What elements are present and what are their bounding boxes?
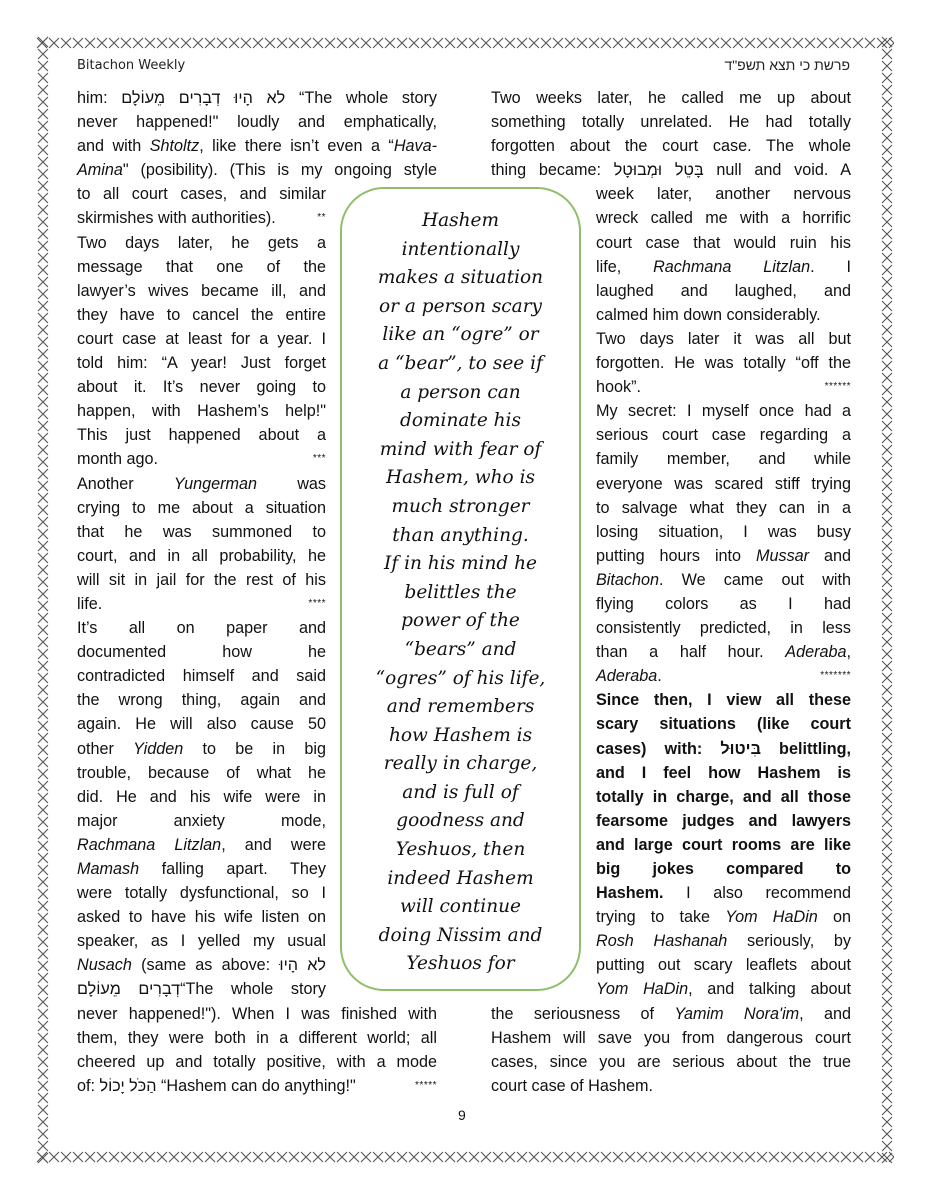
- text-line: [596, 182, 851, 206]
- text-span: Mamash: [77, 860, 140, 878]
- text-line: [77, 881, 326, 905]
- text-span: , and talking about: [688, 980, 851, 999]
- text-line: [77, 182, 326, 206]
- callout-line: or a person scary: [378, 295, 542, 317]
- callout-line: and is full of: [402, 781, 519, 803]
- text-line: [596, 279, 851, 303]
- text-line: [77, 279, 326, 303]
- text-line: [596, 616, 851, 640]
- text-line: [77, 833, 326, 857]
- callout-line: will continue: [399, 896, 521, 918]
- text-line: [77, 399, 326, 423]
- text-line: [77, 929, 326, 953]
- text-span: Hava-: [393, 137, 437, 156]
- text-line: [77, 520, 326, 544]
- text-line: [596, 231, 851, 255]
- text-span: month ago.: [77, 450, 158, 469]
- text-span: lawyer’s wives became ill, and: [77, 281, 326, 300]
- text-line: [596, 399, 851, 423]
- callout-line: belittles the: [404, 581, 517, 603]
- text-line: [77, 592, 326, 616]
- section-divider-stars: ***: [312, 453, 326, 465]
- text-span: putting out scary leaflets about: [596, 956, 851, 975]
- text-span: to be in big: [183, 739, 326, 758]
- callout-line: “ogres” of his life,: [375, 667, 546, 689]
- text-span: Two weeks later, he called me up about: [491, 89, 851, 107]
- callout-line: Hashem: [421, 210, 500, 231]
- text-line: [77, 1050, 437, 1074]
- text-line: [77, 1002, 437, 1026]
- text-line: [77, 134, 437, 158]
- text-span: fearsome judges and lawyers: [596, 811, 851, 830]
- text-span: (same as above:: [131, 956, 280, 975]
- text-line: [77, 616, 326, 640]
- callout-line: If in his mind he: [384, 553, 537, 575]
- page-number: 9: [458, 1107, 466, 1123]
- text-span: never happened!" loudly and emphatically,: [77, 113, 437, 132]
- text-line: [491, 1074, 851, 1098]
- callout-line: much stronger: [391, 495, 530, 517]
- text-line: [596, 761, 851, 785]
- text-span: trying to take: [596, 908, 726, 927]
- text-span: major anxiety mode,: [77, 811, 326, 830]
- text-span: , and were: [221, 835, 326, 854]
- text-line: [77, 809, 326, 833]
- text-span: calmed him down considerably.: [596, 305, 821, 324]
- text-line: [596, 833, 851, 857]
- text-span: big jokes compared to: [596, 860, 851, 878]
- callout-line: intentionally: [401, 238, 520, 260]
- callout-line: doing Nissim and: [378, 924, 543, 946]
- text-line: [77, 110, 437, 134]
- text-line: [77, 472, 326, 496]
- text-span: week later, another nervous: [596, 185, 851, 204]
- text-line: [77, 953, 326, 977]
- callout-line: like an “ogre” or: [382, 324, 539, 346]
- text-span: court case that would ruin his: [596, 233, 851, 252]
- text-span: Two days later it was all but: [596, 329, 851, 348]
- hebrew-text: בָּטֵל וּמְבוּטָל: [613, 161, 704, 180]
- text-line: [77, 1026, 437, 1050]
- hebrew-text: לא הָיוּ: [279, 956, 326, 975]
- text-line: [596, 423, 851, 447]
- text-line: [77, 712, 326, 736]
- text-span: life.: [77, 594, 103, 613]
- text-line: [77, 255, 326, 279]
- text-line: [596, 544, 851, 568]
- text-line: [77, 206, 326, 230]
- text-span: Mussar: [755, 546, 810, 565]
- text-line: [77, 857, 326, 881]
- text-span: cheered up and totally positive, with a mode: [77, 1052, 437, 1071]
- text-span: Bitachon: [596, 570, 659, 589]
- text-span: Shtoltz: [149, 137, 200, 156]
- text-span: ,: [846, 643, 851, 662]
- callout-line: Hashem, who is: [385, 467, 535, 489]
- callout-line: power of the: [401, 610, 520, 632]
- text-span: court case at least for a year. I: [77, 329, 326, 348]
- callout-line: goodness and: [396, 810, 525, 832]
- text-span: Rosh Hashanah: [596, 932, 728, 951]
- text-line: [77, 664, 326, 688]
- text-line: [77, 761, 326, 785]
- text-span: again. He will also cause 50: [77, 715, 326, 734]
- parsha-title: פרשת כי תצא תשפ"ד: [724, 57, 850, 73]
- text-span: forgotten about the court case. The whole: [491, 137, 851, 156]
- callout-line: how Hashem is: [388, 724, 533, 746]
- text-span: It’s all on paper and: [77, 619, 326, 638]
- section-divider-stars: ****: [308, 597, 326, 609]
- text-line: [596, 809, 851, 833]
- text-span: they have to cancel the entire: [77, 305, 326, 324]
- text-span: will sit in jail for the rest of his: [77, 570, 326, 589]
- text-span: Hashem.: [596, 884, 664, 903]
- text-line: [596, 206, 851, 230]
- text-span: did. He and his wife were in: [77, 787, 326, 806]
- text-line: [596, 255, 851, 279]
- text-span: Rachmana Litzlan: [77, 835, 222, 854]
- text-span: was: [257, 474, 326, 493]
- section-divider-stars: ******: [824, 381, 851, 393]
- text-span: “Hashem can do anything!": [156, 1076, 356, 1095]
- text-line: [77, 905, 326, 929]
- text-span: “The whole story: [180, 980, 326, 999]
- callout-line: makes a situation: [377, 267, 544, 289]
- text-span: that he was summoned to: [77, 522, 326, 541]
- text-line: [77, 640, 326, 664]
- text-line: [596, 351, 851, 375]
- callout-line: a person can: [400, 381, 521, 403]
- text-span: contradicted himself and said: [77, 667, 326, 686]
- text-span: life,: [596, 257, 654, 276]
- text-line: [77, 86, 437, 110]
- text-span: Yom HaDin: [596, 980, 689, 999]
- text-span: Rachmana Litzlan: [653, 257, 811, 276]
- text-span: belittling,: [760, 739, 851, 758]
- text-span: seriously, by: [727, 932, 851, 951]
- text-span: everyone was scared stiff trying: [596, 474, 851, 493]
- text-span: I also recommend: [663, 884, 851, 903]
- text-line: [596, 496, 851, 520]
- text-line: [491, 110, 851, 134]
- text-span: asked to have his wife listen on: [77, 908, 326, 927]
- text-span: serious court case regarding a: [596, 426, 851, 445]
- text-line: [491, 1002, 851, 1026]
- section-divider-stars: *******: [820, 670, 851, 682]
- text-span: family member, and while: [596, 450, 851, 469]
- text-span: , like there isn’t even a “: [199, 137, 394, 156]
- text-span: Yidden: [133, 739, 184, 758]
- text-line: [596, 712, 851, 736]
- text-line: [77, 977, 326, 1001]
- text-line: [77, 375, 326, 399]
- text-span: scary situations (like court: [596, 715, 851, 734]
- text-line: [596, 520, 851, 544]
- text-span: Amina: [77, 161, 123, 180]
- text-span: than a half hour.: [596, 643, 786, 662]
- text-span: Two days later, he gets a: [77, 233, 326, 252]
- text-span: " (posibility). (This is my ongoing style: [122, 161, 437, 180]
- decorative-border-bottom: [36, 1150, 894, 1164]
- text-span: on: [817, 908, 851, 927]
- text-line: [596, 929, 851, 953]
- text-span: Yungerman: [173, 474, 257, 493]
- text-span: Aderaba: [596, 667, 658, 686]
- hebrew-text: בִּיטוּל: [720, 739, 761, 758]
- text-line: [596, 303, 851, 327]
- text-span: the seriousness of: [491, 1004, 675, 1023]
- text-span: skirmishes with authorities).: [77, 209, 276, 228]
- text-span: cases) with:: [596, 739, 721, 758]
- text-span: laughed and laughed, and: [596, 281, 851, 300]
- text-line: [77, 568, 326, 592]
- text-span: happen, with Hashem’s help!": [77, 402, 326, 421]
- text-span: consistently predicted, in less: [596, 619, 851, 638]
- hebrew-text: לא הָיוּ דְבָרִים מֵעוֹלָם: [121, 89, 286, 107]
- text-span: putting hours into: [596, 546, 756, 565]
- text-line: [77, 423, 326, 447]
- text-span: to salvage what they can in a: [596, 498, 851, 517]
- section-divider-stars: *****: [415, 1079, 437, 1091]
- callout-line: Yeshuos, then: [395, 839, 526, 861]
- text-span: Nusach: [77, 956, 132, 975]
- callout-line: “bears” and: [404, 638, 517, 660]
- text-span: thing became:: [491, 161, 614, 180]
- text-span: them, they were both in a different world; all: [77, 1028, 437, 1047]
- text-span: the wrong thing, again and: [77, 691, 326, 710]
- text-line: [77, 351, 326, 375]
- text-span: and: [809, 546, 851, 565]
- text-span: other: [77, 739, 134, 758]
- text-line: [596, 688, 851, 712]
- text-span: Since then, I view all these: [596, 691, 851, 710]
- text-span: Aderaba: [785, 643, 847, 662]
- text-line: [77, 231, 326, 255]
- text-span: never happened!"). When I was finished with: [77, 1004, 437, 1023]
- text-span: and I feel how Hashem is: [596, 763, 851, 782]
- callout-line: and remembers: [386, 696, 535, 718]
- text-line: [596, 568, 851, 592]
- callout-line: a “bear”, to see if: [378, 352, 543, 374]
- text-span: flying colors as I had: [596, 594, 851, 613]
- text-line: [77, 1074, 437, 1098]
- text-span: trouble, because of what he: [77, 763, 326, 782]
- text-line: [596, 592, 851, 616]
- text-span: Yamim Nora'im: [674, 1004, 800, 1023]
- callout-line: than anything.: [392, 524, 529, 546]
- text-span: him:: [77, 89, 122, 107]
- text-span: totally in charge, and all those: [596, 787, 851, 806]
- text-span: losing situation, I was busy: [596, 522, 851, 541]
- text-line: [596, 664, 851, 688]
- text-span: falling apart. They: [139, 860, 326, 878]
- text-span: about it. It’s never going to: [77, 378, 326, 397]
- text-span: court case of Hashem.: [491, 1076, 653, 1095]
- text-line: [77, 737, 326, 761]
- text-line: [77, 544, 326, 568]
- publication-title: Bitachon Weekly: [77, 58, 186, 73]
- decorative-border-left: [36, 36, 50, 1164]
- text-span: something totally unrelated. He had totally: [491, 113, 851, 132]
- text-span: and large court rooms are like: [596, 835, 851, 854]
- text-line: [77, 785, 326, 809]
- right-column: [491, 86, 851, 1098]
- text-span: cases, since you are serious about the true: [491, 1052, 851, 1071]
- hebrew-text: הַכֹּל יָכוֹל: [99, 1076, 157, 1095]
- text-span: wreck called me with a horrific: [596, 209, 851, 228]
- text-line: [491, 1050, 851, 1074]
- text-line: [491, 86, 851, 110]
- text-span: speaker, as I yelled my usual: [77, 932, 326, 951]
- text-line: [596, 737, 851, 761]
- text-span: “The whole story: [285, 89, 437, 107]
- text-span: and with: [77, 137, 150, 156]
- text-span: , and: [799, 1004, 851, 1023]
- text-span: told him: “A year! Just forget: [77, 354, 326, 373]
- decorative-border-top: [36, 36, 894, 50]
- text-span: were totally dysfunctional, so I: [77, 884, 326, 903]
- text-span: Hashem will save you from dangerous court: [491, 1028, 851, 1047]
- text-line: [596, 953, 851, 977]
- text-span: to all court cases, and similar: [77, 185, 326, 204]
- text-line: [596, 857, 851, 881]
- callout-line: Yeshuos for: [406, 953, 515, 975]
- text-span: of:: [77, 1076, 100, 1095]
- text-span: .: [657, 667, 662, 686]
- callout-line: really in charge,: [383, 753, 538, 775]
- text-line: [596, 327, 851, 351]
- text-line: [77, 303, 326, 327]
- text-line: [491, 134, 851, 158]
- decorative-border-right: [880, 36, 894, 1164]
- text-line: [596, 881, 851, 905]
- text-line: [596, 640, 851, 664]
- text-line: [77, 327, 326, 351]
- text-line: [77, 496, 326, 520]
- text-line: [596, 905, 851, 929]
- callout-line: dominate his: [400, 410, 521, 432]
- text-line: [596, 375, 851, 399]
- text-line: [77, 688, 326, 712]
- text-span: message that one of the: [77, 257, 326, 276]
- callout-line: indeed Hashem: [387, 867, 534, 889]
- text-line: [491, 1026, 851, 1050]
- text-span: . We came out with: [659, 570, 851, 589]
- text-span: My secret: I myself once had a: [596, 402, 851, 421]
- text-line: [77, 158, 437, 182]
- text-span: crying to me about a situation: [77, 498, 326, 517]
- text-span: Yom HaDin: [725, 908, 818, 927]
- text-line: [596, 785, 851, 809]
- text-line: [596, 447, 851, 471]
- text-span: court, and in all probability, he: [77, 546, 326, 565]
- text-line: [77, 447, 326, 471]
- text-span: This just happened about a: [77, 426, 326, 445]
- section-divider-stars: **: [317, 212, 326, 224]
- text-span: . I: [810, 257, 851, 276]
- text-span: hook”.: [596, 378, 641, 397]
- callout-line: mind with fear of: [379, 438, 542, 460]
- text-line: [491, 158, 851, 182]
- text-line: [596, 472, 851, 496]
- text-line: [596, 977, 851, 1001]
- text-span: Another: [77, 474, 174, 493]
- text-span: forgotten. He was totally “off the: [596, 354, 851, 373]
- text-span: null and void. A: [703, 161, 852, 180]
- text-span: documented how he: [77, 643, 326, 662]
- hebrew-text: דְבָרִים מֵעוֹלָם: [77, 980, 181, 999]
